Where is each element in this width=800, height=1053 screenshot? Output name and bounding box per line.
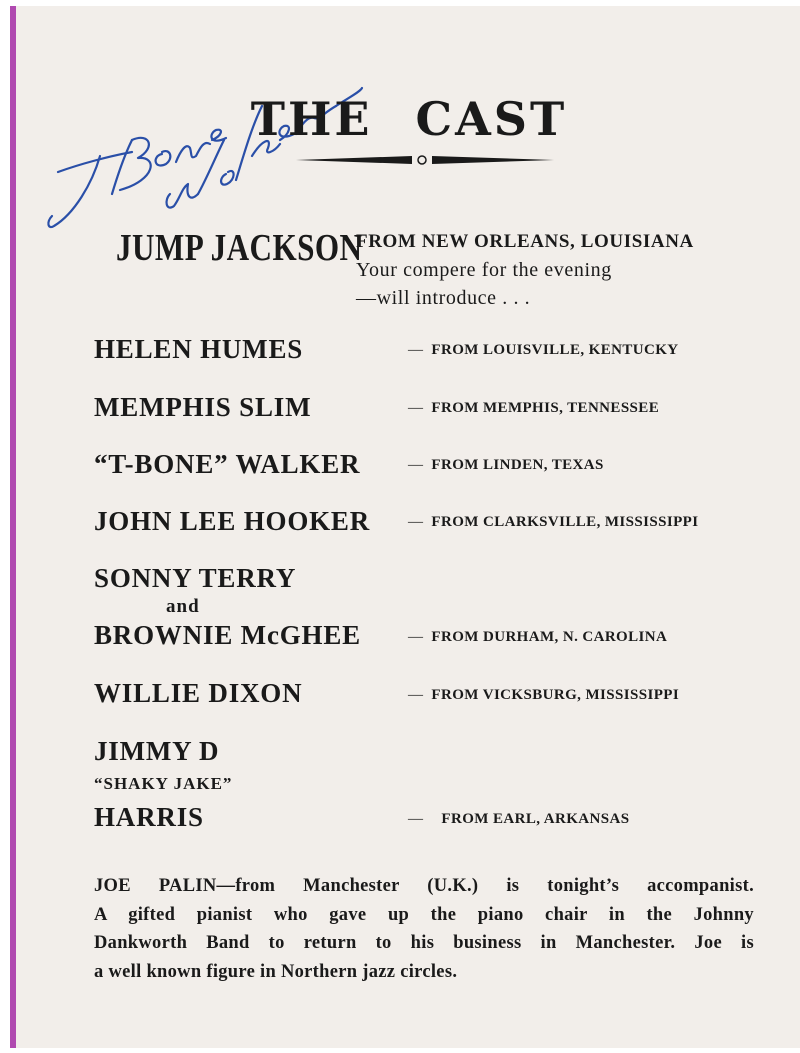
title-ornament [294, 152, 556, 172]
dash: — [408, 687, 424, 703]
cast-origin [408, 342, 679, 359]
accompanist-paragraph [94, 872, 754, 986]
cast-origin [408, 629, 667, 646]
cast-name: WILLIE DIXON [94, 678, 303, 708]
compere-description [356, 228, 694, 312]
cast-origin [408, 687, 679, 704]
paragraph-line: A gifted pianist who gave up the piano chair in the Johnny [94, 904, 754, 925]
cast-name: JIMMY D [94, 736, 220, 766]
origin-text: FROM LINDEN, TEXAS [431, 457, 604, 473]
page-title: THE CAST [250, 92, 568, 146]
compere-origin: FROM NEW ORLEANS, LOUISIANA [356, 231, 694, 252]
compere-name: JUMP JACKSON [116, 227, 363, 269]
cast-name: HARRIS [94, 802, 204, 832]
cast-name: HELEN HUMES [94, 334, 304, 364]
origin-text: FROM MEMPHIS, TENNESSEE [431, 400, 660, 416]
compere-line: Your compere for the evening [356, 259, 612, 281]
cast-origin [408, 400, 659, 417]
origin-text: FROM DURHAM, N. CAROLINA [431, 629, 668, 645]
cast-origin [408, 457, 604, 474]
dash: — [408, 811, 424, 827]
cast-name: MEMPHIS SLIM [94, 392, 312, 422]
cast-origin [408, 514, 698, 531]
origin-text: FROM VICKSBURG, MISSISSIPPI [431, 687, 680, 703]
dash: — [408, 342, 424, 358]
origin-text: FROM LOUISVILLE, KENTUCKY [431, 342, 679, 358]
dash: — [408, 400, 424, 416]
cast-name: “T-BONE” WALKER [94, 449, 361, 479]
origin-text: FROM EARL, ARKANSAS [441, 811, 630, 827]
cast-nickname: “SHAKY JAKE” [94, 774, 233, 793]
dash: — [408, 629, 424, 645]
cast-name: SONNY TERRY [94, 563, 297, 593]
cast-origin [408, 811, 629, 828]
cast-name: BROWNIE McGHEE [94, 620, 361, 650]
paragraph-line: JOE PALIN—from Manchester (U.K.) is tonight’s accompanist. [94, 876, 754, 896]
paragraph-line: a well known figure in Northern jazz circles. [94, 961, 458, 982]
cast-name: JOHN LEE HOOKER [94, 506, 371, 536]
program-page [10, 6, 800, 1048]
dash: — [408, 514, 424, 530]
paragraph-line: Dankworth Band to return to his business in Manchester. Joe is [94, 933, 754, 953]
dash: — [408, 457, 424, 473]
origin-text: FROM CLARKSVILLE, MISSISSIPPI [431, 514, 699, 530]
cast-connector: and [166, 596, 200, 617]
compere-line: —will introduce . . . [356, 287, 531, 309]
